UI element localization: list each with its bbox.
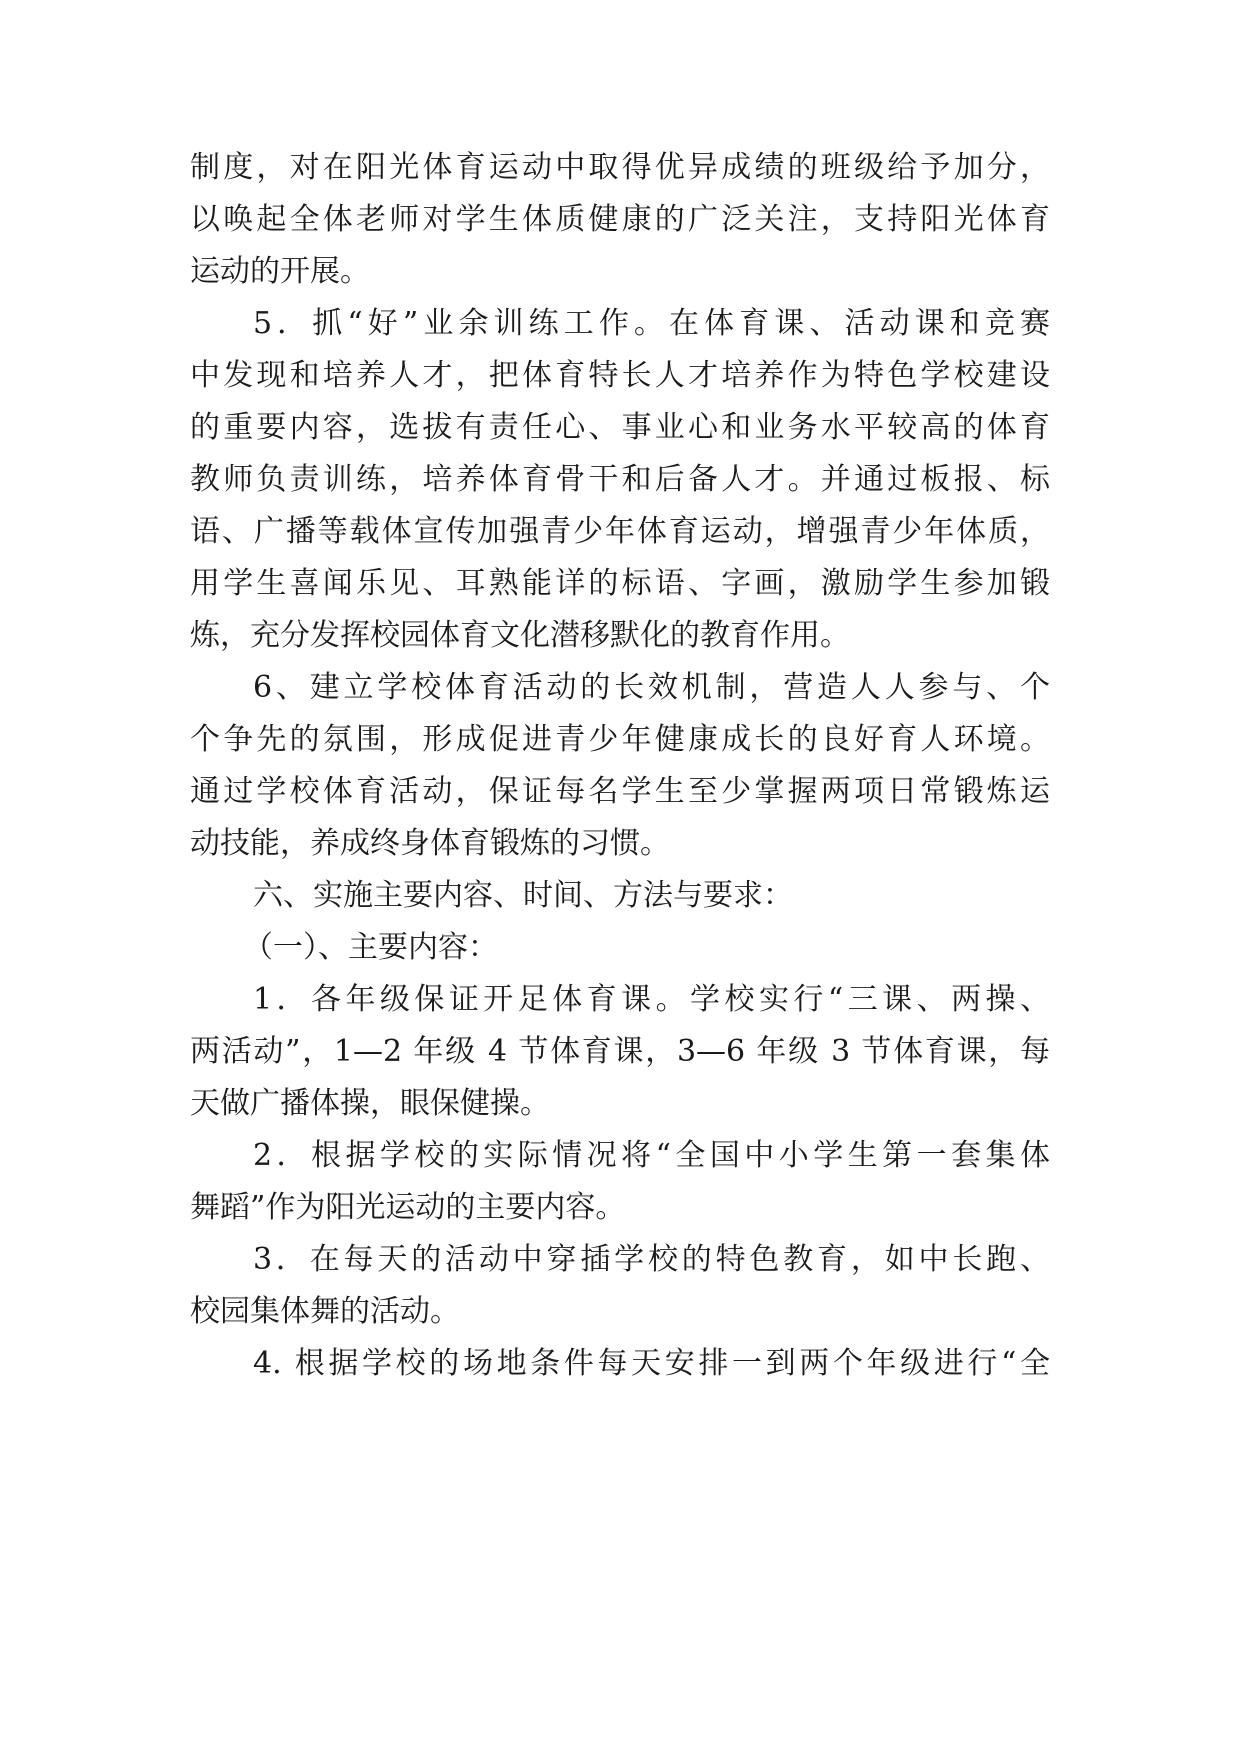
paragraph-line: 1．各年级保证开足体育课。学校实行“三课、两操、	[253, 982, 1050, 1017]
paragraph-line: 动技能，养成终身体育锻炼的习惯。	[190, 826, 670, 861]
paragraph-line: 舞蹈”作为阳光运动的主要内容。	[190, 1190, 626, 1225]
paragraph-line: 2．根据学校的实际情况将“全国中小学生第一套集体	[253, 1138, 1050, 1173]
paragraph-line: 5．抓“好”业余训练工作。在体育课、活动课和竞赛	[253, 306, 1050, 341]
paragraph-line: 4. 根据学校的场地条件每天安排一到两个年级进行“全	[253, 1346, 1050, 1381]
paragraph-line: 中发现和培养人才，把体育特长人才培养作为特色学校建设	[190, 358, 1050, 393]
paragraph-line: 运动的开展。	[190, 254, 370, 289]
paragraph-line: 炼，充分发挥校园体育文化潜移默化的教育作用。	[190, 618, 850, 653]
paragraph-line: 校园集体舞的活动。	[190, 1294, 460, 1329]
paragraph-line: 3．在每天的活动中穿插学校的特色教育，如中长跑、	[253, 1242, 1050, 1277]
paragraph-line: 个争先的氛围，形成促进青少年健康成长的良好育人环境。	[190, 722, 1050, 757]
paragraph-line: 语、广播等载体宣传加强青少年体育运动，增强青少年体质，	[190, 514, 1050, 549]
paragraph-line: 用学生喜闻乐见、耳熟能详的标语、字画，激励学生参加锻	[190, 566, 1050, 601]
paragraph-line: 制度，对在阳光体育运动中取得优异成绩的班级给予加分，	[190, 150, 1050, 185]
paragraph-line: 的重要内容，选拔有责任心、事业心和业务水平较高的体育	[190, 410, 1050, 445]
paragraph-line: 6、建立学校体育活动的长效机制，营造人人参与、个	[253, 670, 1050, 705]
paragraph-line: 通过学校体育活动，保证每名学生至少掌握两项日常锻炼运	[190, 774, 1050, 809]
paragraph-line: 教师负责训练，培养体育骨干和后备人才。并通过板报、标	[190, 462, 1050, 497]
paragraph-line: 以唤起全体老师对学生体质健康的广泛关注，支持阳光体育	[190, 202, 1050, 237]
section-heading: 六、实施主要内容、时间、方法与要求：	[253, 878, 793, 913]
paragraph-line: 天做广播体操，眼保健操。	[190, 1086, 550, 1121]
subsection-heading: （一）、主要内容：	[243, 930, 498, 965]
paragraph-line: 两活动”，1—2 年级 4 节体育课，3—6 年级 3 节体育课，每	[190, 1034, 1050, 1069]
